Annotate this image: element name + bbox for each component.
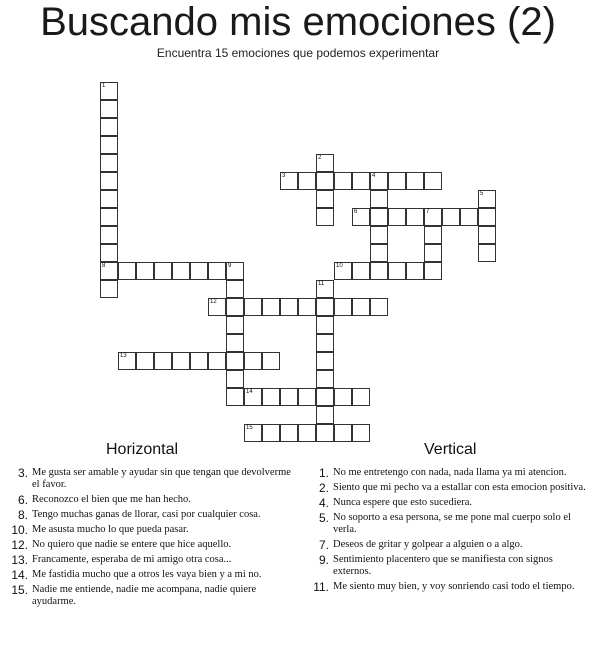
crossword-cell[interactable] [100,136,118,154]
page-title: Buscando mis emociones (2) [40,0,556,44]
crossword-cell[interactable] [226,298,244,316]
crossword-cell[interactable] [298,388,316,406]
crossword-cell[interactable] [316,406,334,424]
crossword-cell[interactable] [190,262,208,280]
clue-text: Deseos de gritar y golpear a alguien o a algo. [333,539,523,550]
crossword-cell[interactable] [388,262,406,280]
clue-text: Me siento muy bien, y voy sonriendo casi todo el tiempo. [333,581,575,592]
crossword-cell[interactable] [226,262,244,280]
clue-number: 11 [318,281,325,287]
crossword-cell[interactable] [370,208,388,226]
crossword-cell[interactable] [334,424,352,442]
clue-item [301,467,593,479]
crossword-cell[interactable] [100,190,118,208]
crossword-cell[interactable] [316,208,334,226]
crossword-cell[interactable] [316,172,334,190]
clue-item [301,512,593,536]
crossword-cell[interactable] [100,226,118,244]
crossword-cell[interactable] [388,172,406,190]
clue-text: Sentimiento placentero que se manifiesta con signos externos. [333,554,553,577]
clue-item [0,569,300,581]
crossword-cell[interactable] [478,244,496,262]
crossword-cell[interactable] [352,424,370,442]
clue-number: 13 [120,353,127,359]
crossword-cell[interactable] [280,388,298,406]
crossword-cell[interactable] [316,424,334,442]
crossword-cell[interactable] [244,298,262,316]
crossword-cell[interactable] [136,262,154,280]
crossword-cell[interactable] [334,262,352,280]
crossword-cell[interactable] [334,388,352,406]
crossword-cell[interactable] [316,190,334,208]
clue-text: Siento que mi pecho va a estallar con esta emocion positiva. [333,482,586,493]
crossword-cell[interactable] [316,370,334,388]
crossword-cell[interactable] [226,280,244,298]
crossword-cell[interactable] [244,424,262,442]
crossword-cell[interactable] [370,244,388,262]
clue-text: Me asusta mucho lo que pueda pasar. [32,524,189,535]
vertical-clue-list [301,467,593,596]
crossword-cell[interactable] [298,172,316,190]
crossword-cell[interactable] [226,352,244,370]
clue-number-label: 1. [318,466,329,480]
crossword-cell[interactable] [316,280,334,298]
clue-number: 6 [354,209,358,215]
clue-item [0,509,300,521]
clue-number: 5 [480,191,484,197]
crossword-cell[interactable] [406,262,424,280]
crossword-cell[interactable] [406,172,424,190]
crossword-cell[interactable] [208,298,226,316]
crossword-cell[interactable] [316,316,334,334]
crossword-cell[interactable] [100,244,118,262]
clue-number: 4 [372,173,376,179]
vertical-heading: Vertical [424,441,477,458]
clue-number: 10 [336,263,343,269]
crossword-cell[interactable] [226,370,244,388]
crossword-cell[interactable] [370,226,388,244]
clue-text: Francamente, esperaba de mi amigo otra cosa... [32,554,232,565]
clue-text: No quiero que nadie se entere que hice aquello. [32,539,232,550]
crossword-cell[interactable] [478,208,496,226]
crossword-cell[interactable] [352,208,370,226]
crossword-cell[interactable] [424,172,442,190]
crossword-cell[interactable] [280,172,298,190]
crossword-cell[interactable] [226,334,244,352]
clue-item [301,554,593,578]
crossword-cell[interactable] [262,298,280,316]
crossword-cell[interactable] [100,280,118,298]
clue-text: No me entretengo con nada, nada llama ya mi atencion. [333,467,567,478]
crossword-cell[interactable] [406,208,424,226]
clue-number-label: 5. [318,511,329,525]
clue-number: 14 [246,389,253,395]
crossword-cell[interactable] [208,352,226,370]
crossword-cell[interactable] [352,172,370,190]
crossword-cell[interactable] [190,352,208,370]
horizontal-clue-list [0,467,300,611]
clue-number-label: 14. [11,568,28,582]
clue-item [0,467,300,491]
crossword-cell[interactable] [262,352,280,370]
crossword-cell[interactable] [100,208,118,226]
page-subtitle: Encuentra 15 emociones que podemos experimentar [156,46,440,60]
clue-item [0,554,300,566]
crossword-cell[interactable] [172,352,190,370]
clue-text: Me fastidia mucho que a otros les vaya bien y a mi no. [32,569,262,580]
crossword-cell[interactable] [172,262,190,280]
clue-number-label: 12. [11,538,28,552]
crossword-cell[interactable] [100,154,118,172]
clue-item [301,482,593,494]
clue-number-label: 3. [17,466,28,480]
crossword-cell[interactable] [388,208,406,226]
crossword-cell[interactable] [136,352,154,370]
crossword-cell[interactable] [352,298,370,316]
crossword-cell[interactable] [424,208,442,226]
crossword-cell[interactable] [370,262,388,280]
clue-text: Me gusta ser amable y ayudar sin que tengan que devolverme el favor. [32,467,291,490]
clue-item [0,584,300,608]
crossword-cell[interactable] [280,424,298,442]
clue-text: No soporto a esa persona, se me pone mal cuerpo solo el verla. [333,512,571,535]
clue-number: 15 [246,425,253,431]
crossword-cell[interactable] [280,298,298,316]
clue-text: Reconozco el bien que me han hecho. [32,494,191,505]
crossword-cell[interactable] [442,208,460,226]
crossword-cell[interactable] [478,226,496,244]
crossword-cell[interactable] [352,388,370,406]
crossword-cell[interactable] [262,388,280,406]
clue-number-label: 2. [318,481,329,495]
crossword-cell[interactable] [370,172,388,190]
clue-number-label: 8. [17,508,28,522]
crossword-cell[interactable] [316,334,334,352]
crossword-cell[interactable] [262,424,280,442]
clue-number: 2 [318,155,322,161]
crossword-cell[interactable] [226,316,244,334]
crossword-cell[interactable] [316,154,334,172]
crossword-cell[interactable] [118,262,136,280]
clue-number: 1 [102,83,106,89]
clue-text: Tengo muchas ganas de llorar, casi por cualquier cosa. [32,509,261,520]
crossword-cell[interactable] [316,388,334,406]
crossword-cell[interactable] [118,352,136,370]
crossword-cell[interactable] [424,226,442,244]
clue-number-label: 11. [313,580,329,594]
crossword-cell[interactable] [244,352,262,370]
clue-number-label: 4. [318,496,329,510]
crossword-cell[interactable] [370,190,388,208]
clue-item [301,539,593,551]
crossword-cell[interactable] [370,298,388,316]
crossword-cell[interactable] [100,100,118,118]
crossword-cell[interactable] [316,352,334,370]
clue-number-label: 10. [11,523,28,537]
crossword-cell[interactable] [226,388,244,406]
clue-number: 9 [228,263,232,269]
crossword-cell[interactable] [298,298,316,316]
crossword-cell[interactable] [424,244,442,262]
clue-number: 3 [282,173,286,179]
crossword-cell[interactable] [298,424,316,442]
clue-item [301,497,593,509]
crossword-cell[interactable] [100,262,118,280]
clue-text: Nadie me entiende, nadie me acompana, nadie quiere ayudarme. [32,584,257,607]
crossword-cell[interactable] [154,262,172,280]
crossword-cell[interactable] [244,388,262,406]
crossword-cell[interactable] [334,172,352,190]
crossword-cell[interactable] [352,262,370,280]
crossword-cell[interactable] [334,298,352,316]
crossword-cell[interactable] [154,352,172,370]
clue-number-label: 6. [17,493,28,507]
clue-text: Nunca espere que esto sucediera. [333,497,473,508]
clue-number: 8 [102,263,106,269]
crossword-cell[interactable] [424,262,442,280]
crossword-cell[interactable] [100,172,118,190]
clue-item [0,524,300,536]
crossword-cell[interactable] [100,118,118,136]
clue-number-label: 7. [318,538,329,552]
clue-number: 12 [210,299,217,305]
crossword-cell[interactable] [478,190,496,208]
clue-number: 7 [426,209,430,215]
clue-item [301,581,593,593]
clue-number-label: 9. [318,553,329,567]
crossword-cell[interactable] [208,262,226,280]
clue-item [0,539,300,551]
crossword-cell[interactable] [460,208,478,226]
crossword-cell[interactable] [316,298,334,316]
clue-number-label: 15. [11,583,28,597]
horizontal-heading: Horizontal [106,441,179,458]
clue-item [0,494,300,506]
clue-number-label: 13. [11,553,28,567]
crossword-cell[interactable] [100,82,118,100]
